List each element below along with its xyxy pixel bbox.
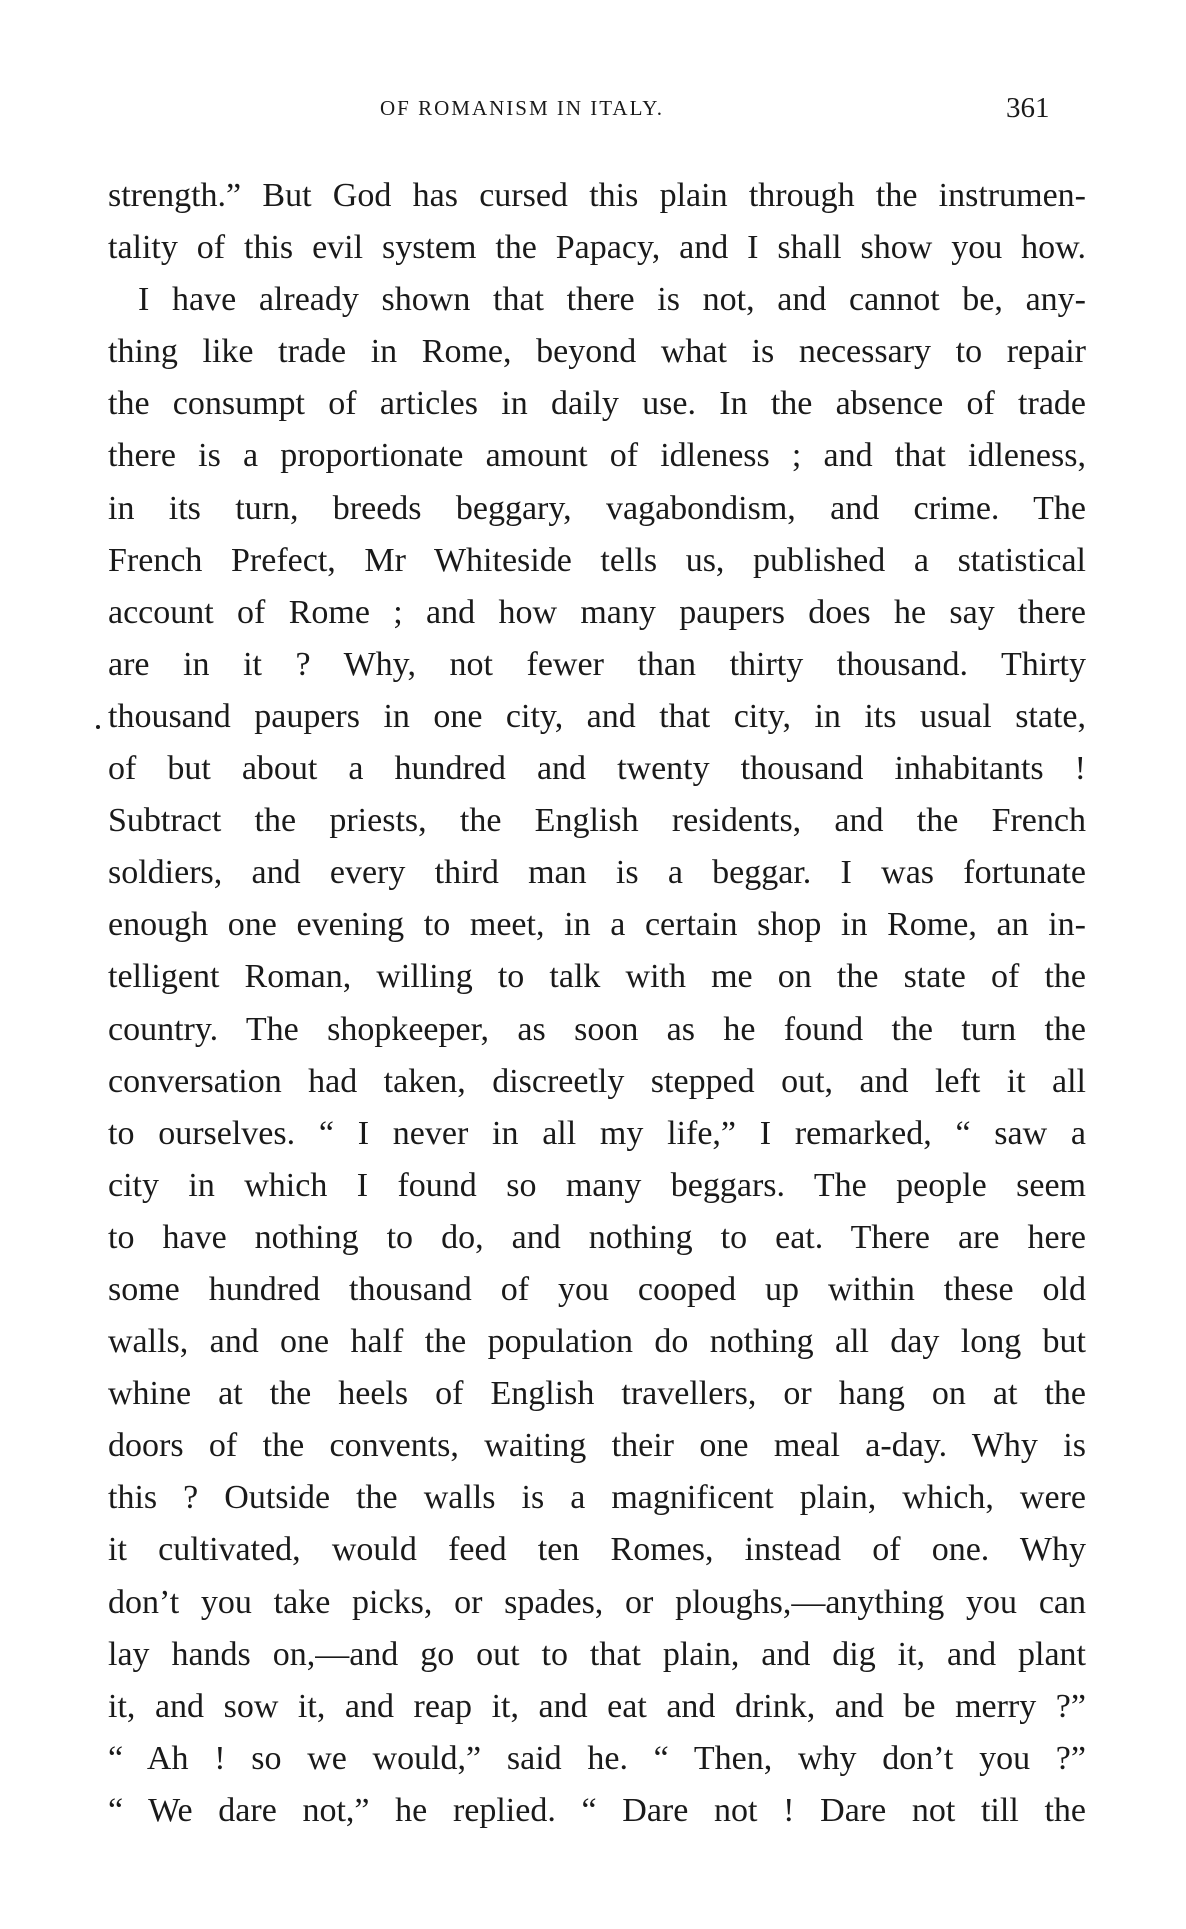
body-text	[108, 170, 1086, 1837]
text-line: Subtract the priests, the English residents, and the French	[108, 802, 1086, 840]
text-line: there is a proportionate amount of idleness ; and that idleness,	[108, 437, 1086, 475]
margin-mark	[96, 725, 100, 729]
text-line: walls, and one half the population do nothing all day long but	[108, 1323, 1086, 1361]
text-line: telligent Roman, willing to talk with me on the state of the	[108, 958, 1086, 996]
text-line: doors of the convents, waiting their one meal a-day. Why is	[108, 1427, 1086, 1465]
text-line: “ Ah ! so we would,” said he. “ Then, why don’t you ?”	[108, 1739, 1086, 1777]
running-title: OF ROMANISM IN ITALY.	[380, 96, 665, 120]
text-line: this ? Outside the walls is a magnificent plain, which, were	[108, 1479, 1086, 1517]
text-line: soldiers, and every third man is a beggar. I was fortunate	[108, 854, 1086, 892]
text-line: lay hands on,—and go out to that plain, and dig it, and plant	[108, 1635, 1086, 1673]
text-line: whine at the heels of English travellers, or hang on at the	[108, 1375, 1086, 1413]
text-line: country. The shopkeeper, as soon as he found the turn the	[108, 1010, 1086, 1048]
text-line: of but about a hundred and twenty thousand inhabitants !	[108, 750, 1086, 788]
text-line: enough one evening to meet, in a certain shop in Rome, an in-	[108, 906, 1086, 944]
text-line: to have nothing to do, and nothing to eat. There are here	[108, 1218, 1086, 1256]
text-line: account of Rome ; and how many paupers does he say there	[108, 593, 1086, 631]
text-line: are in it ? Why, not fewer than thirty thousand. Thirty	[108, 645, 1086, 683]
page-number: 361	[1006, 92, 1050, 124]
text-line: it cultivated, would feed ten Romes, instead of one. Why	[108, 1531, 1086, 1569]
text-line: I have already shown that there is not, and cannot be, any-	[138, 281, 1086, 319]
text-line: French Prefect, Mr Whiteside tells us, published a statistical	[108, 541, 1086, 579]
text-line: strength.” But God has cursed this plain through the instrumen-	[108, 177, 1086, 214]
text-line: conversation had taken, discreetly stepped out, and left it all	[108, 1062, 1086, 1100]
text-line: in its turn, breeds beggary, vagabondism, and crime. The	[108, 489, 1086, 527]
text-line: to ourselves. “ I never in all my life,” I remarked, “ saw a	[108, 1114, 1086, 1152]
text-line: thousand paupers in one city, and that city, in its usual state,	[108, 697, 1086, 735]
text-line: thing like trade in Rome, beyond what is necessary to repair	[108, 333, 1086, 371]
text-line: it, and sow it, and reap it, and eat and drink, and be merry ?”	[108, 1687, 1086, 1725]
text-line: don’t you take picks, or spades, or ploughs,—anything you can	[108, 1583, 1086, 1621]
text-line: “ We dare not,” he replied. “ Dare not ! Dare not till the	[108, 1791, 1086, 1829]
text-line: the consumpt of articles in daily use. In the absence of trade	[108, 385, 1086, 423]
text-line: tality of this evil system the Papacy, and I shall show you how.	[108, 229, 1086, 267]
text-line: some hundred thousand of you cooped up within these old	[108, 1270, 1086, 1308]
text-line: city in which I found so many beggars. The people seem	[108, 1166, 1086, 1204]
